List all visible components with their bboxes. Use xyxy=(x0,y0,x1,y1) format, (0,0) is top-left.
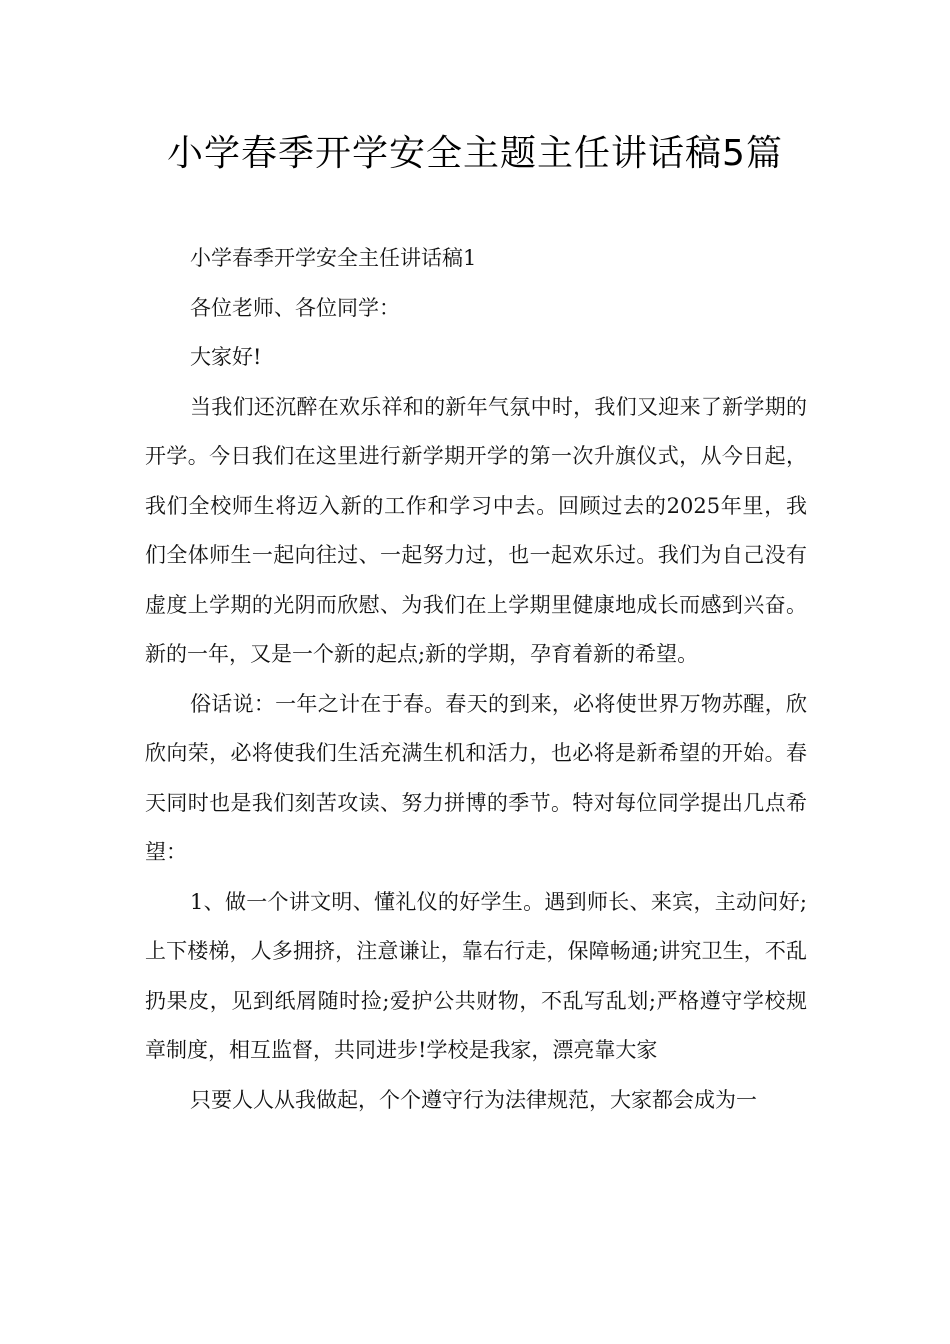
greeting: 大家好! xyxy=(190,345,262,369)
document-title: 小学春季开学安全主题主任讲话稿5篇 xyxy=(167,133,783,174)
document-body xyxy=(145,234,807,1125)
speech-subtitle: 小学春季开学安全主任讲话稿1 xyxy=(190,246,477,270)
salutation: 各位老师、各位同学： xyxy=(190,295,400,320)
body-paragraph: 1、做一个讲文明、懂礼仪的好学生。遇到师长、来宾，主动问好;上下楼梯，人多拥挤，注意谦让，靠右行走，保障畅通;讲究卫生，不乱扔果皮，见到纸屑随时捡;爱护公共财物，不乱写乱划;严格遵守学校规章制度，相互监督，共同进步!学校是我家，漂亮靠大家 xyxy=(145,889,807,1062)
body-paragraph: 只要人人从我做起，个个遵守行为法律规范，大家都会成为一 xyxy=(190,1087,757,1112)
body-paragraph: 当我们还沉醉在欢乐祥和的新年气氛中时，我们又迎来了新学期的开学。今日我们在这里进行新学期开学的第一次升旗仪式，从今日起，我们全校师生将迈入新的工作和学习中去。回顾过去的2025年里，我们全体师生一起向往过、一起努力过，也一起欢乐过。我们为自己没有虚度上学期的光阴而欣慰、为我们在上学期里健康地成长而感到兴奋。新的一年，又是一个新的起点;新的学期，孕育着新的希望。 xyxy=(145,394,807,666)
body-paragraph: 俗话说：一年之计在于春。春天的到来，必将使世界万物苏醒，欣欣向荣，必将使我们生活充满生机和活力，也必将是新希望的开始。春天同时也是我们刻苦攻读、努力拼博的季节。特对每位同学提出几点希望： xyxy=(145,691,807,864)
